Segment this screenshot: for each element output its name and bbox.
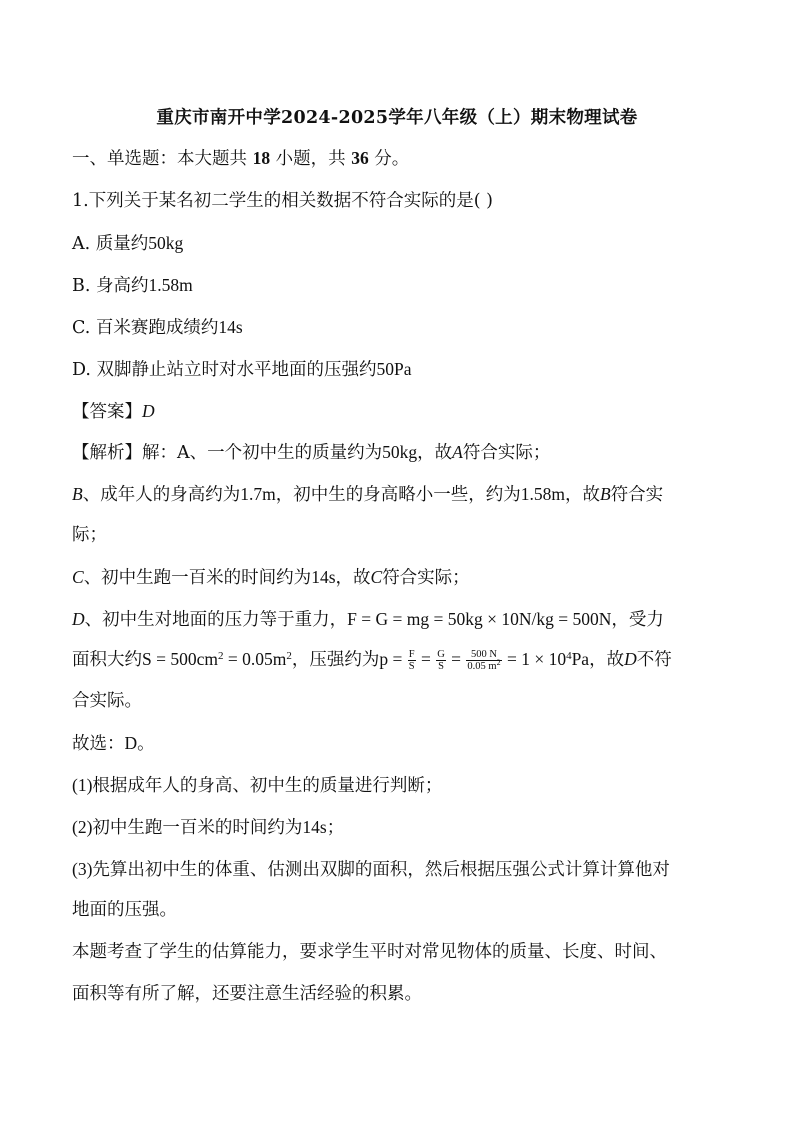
force-equation: F = G = mg = 50kg × 10N/kg = 500N (347, 609, 612, 629)
note-1: (1)根据成年人的身高、初中生的质量进行判断； (72, 775, 443, 796)
fraction-f-over-s: $\frac{F}{S}$ (408, 649, 415, 673)
fraction-500n-over-area: $\frac{500 N}{0.05 m^2}$ (467, 649, 501, 673)
summary-line-2: 面积等有所了解，还要注意生活经验的积累。 (72, 984, 422, 1004)
pressure-equation: p = $\frac{F}{S}$ = $\frac{G}{S}$ = $\frac{500 N}{0.05 m^2}$ = $1 \times 10^4Pa$ (379, 649, 590, 673)
area-equation: $S = 500cm^2 = 0.05m^2$ (142, 649, 292, 669)
option-d: D. 双脚静止站立时对水平地面的压强约50Pa (72, 359, 412, 380)
page-title: 重庆市南开中学2024-2025学年八年级（上）期末物理试卷 (156, 108, 638, 128)
summary-line-1: 本题考查了学生的估算能力，要求学生平时对常见物体的质量、长度、时间、 (72, 942, 667, 962)
analysis-line-b: B、成年人的身高约为1.7m，初中生的身高略小一些，约为1.58m，故B符合实 (72, 484, 664, 505)
analysis-line-b-cont: 际； (72, 525, 107, 545)
fraction-g-over-s: $\frac{G}{S}$ (437, 649, 445, 673)
option-a: A. 质量约50kg (72, 233, 184, 254)
note-3-cont: 地面的压强。 (72, 900, 177, 920)
question-stem: 1.下列关于某名初二学生的相关数据不符合实际的是( ) (72, 191, 493, 211)
analysis-line-area-cont: 合实际。 (72, 691, 142, 711)
note-2: (2)初中生跑一百米的时间约为14s； (72, 817, 345, 838)
analysis-line-c: C、初中生跑一百米的时间约为14s，故C符合实际； (72, 567, 470, 588)
analysis-line-area: 面积大约$S = 500cm^2 = 0.05m^2$，压强约为p = $\frac{F}{S}$ = $\frac{G}{S}$ = $\frac{500 N}{0.05 m^2}$ = $1 \times 10^4Pa$，故D不符 (72, 649, 672, 673)
option-b: B. 身高约1.58m (72, 275, 193, 296)
analysis-line-d: D、初中生对地面的压力等于重力，F = G = mg = 50kg × 10N/kg = 500N，受力 (72, 609, 664, 630)
choose-line: 故选：D。 (72, 733, 155, 754)
answer-line: 【答案】D (72, 401, 155, 422)
option-c: C. 百米赛跑成绩约14s (72, 317, 243, 338)
section-heading: 一、单选题：本大题共 18 小题，共 36 分。 (72, 148, 410, 169)
note-3: (3)先算出初中生的体重、估测出双脚的面积，然后根据压强公式计算计算他对 (72, 859, 670, 880)
analysis-line-a: 【解析】解：A、一个初中生的质量约为50kg，故A符合实际； (72, 442, 551, 463)
